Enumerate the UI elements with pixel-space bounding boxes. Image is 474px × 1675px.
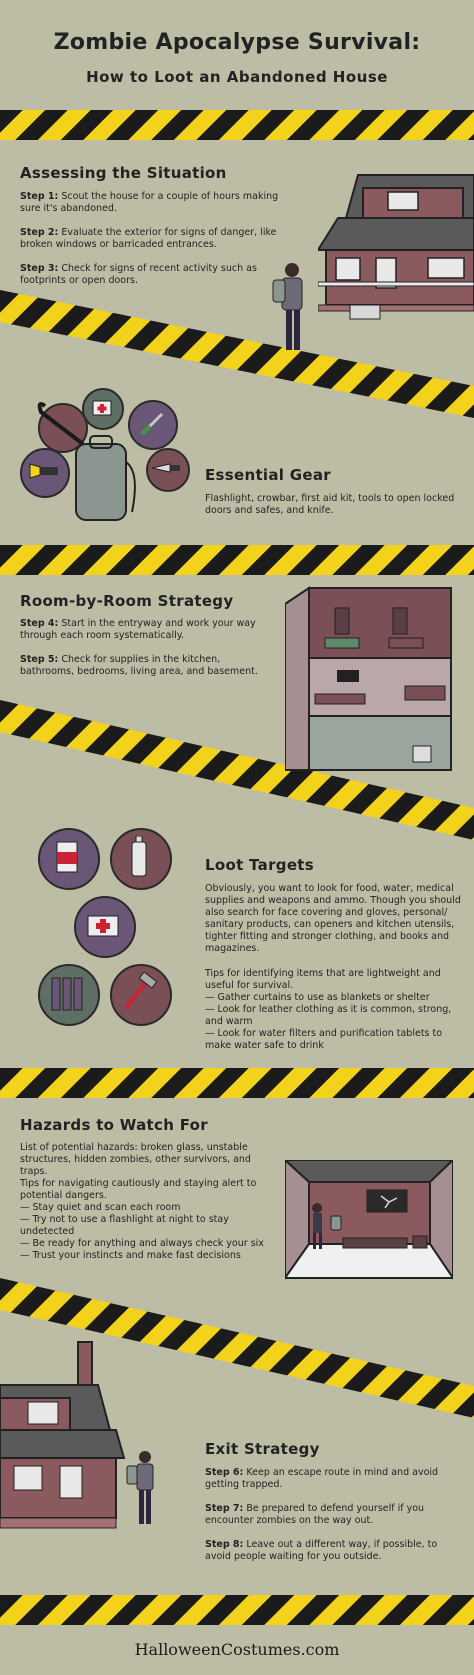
room-hazard-illustration — [285, 1160, 453, 1280]
loot-tip-1: — Gather curtains to use as blankets or shelter — [205, 992, 430, 1003]
page-subtitle: How to Loot an Abandoned House — [86, 68, 388, 86]
survivor-exit-figure — [125, 1450, 159, 1530]
loot-tips-intro: Tips for identifying items that are lightweight and useful for survival. — [205, 968, 441, 991]
loot-tip-3: — Look for water filters and purification tablets to make water safe to drink — [205, 1028, 443, 1051]
assessing-step-3: Step 3: Check for signs of recent activity such as footprints or open doors. — [20, 263, 257, 286]
rooms-step-4: Step 4: Start in the entryway and work your way through each room systematically. — [20, 618, 256, 641]
gear-heading: Essential Gear — [205, 466, 331, 484]
caution-tape-4 — [0, 1595, 474, 1625]
water-bottle-icon — [130, 836, 148, 878]
assessing-step-1: Step 1: Scout the house for a couple of hours making sure it's abandoned. — [20, 191, 279, 214]
knife-icon — [150, 460, 182, 476]
batteries-icon — [50, 974, 84, 1012]
house-cutaway-illustration — [285, 586, 453, 772]
hazards-tip-3: — Be ready for anything and always check your six — [20, 1238, 264, 1249]
exit-step-7: Step 7: Be prepared to defend yourself if you encounter zombies on the way out. — [205, 1503, 425, 1526]
caution-tape-2 — [0, 545, 474, 575]
house-illustration — [318, 170, 474, 320]
caution-tape-1 — [0, 110, 474, 140]
survivor-figure — [272, 262, 312, 357]
loot-tip-2: — Look for leather clothing as it is common, strong, and warm — [205, 1004, 452, 1027]
exit-step-6: Step 6: Keep an escape route in mind and avoid getting trapped. — [205, 1467, 439, 1490]
assessing-heading: Assessing the Situation — [20, 164, 227, 182]
loot-paragraph: Obviously, you want to look for food, water, medical supplies and weapons and ammo. Though you should also search for face covering and gloves, personal/ sanitary products, can openers and kitchen utensils, tighter fitting and stronger clothing, and books and magazines. — [205, 883, 461, 954]
gear-text: Flashlight, crowbar, first aid kit, tools to open locked doors and safes, and knife. — [205, 493, 455, 516]
hammer-icon — [118, 972, 160, 1014]
rooms-heading: Room-by-Room Strategy — [20, 592, 234, 610]
hazards-tip-1: — Stay quiet and scan each room — [20, 1202, 181, 1213]
canned-food-icon — [55, 840, 79, 874]
brand-logo[interactable]: HalloweenCostumes.com — [134, 1640, 340, 1659]
exit-step-8: Step 8: Leave out a different way, if possible, to avoid people waiting for you outside. — [205, 1539, 438, 1562]
hazards-tip-2: — Try not to use a flashlight at night to stay undetected — [20, 1214, 229, 1237]
exit-heading: Exit Strategy — [205, 1440, 320, 1458]
page-title: Zombie Apocalypse Survival: — [53, 30, 421, 55]
assessing-step-2: Step 2: Evaluate the exterior for signs of danger, like broken windows or barricaded entrances. — [20, 227, 277, 250]
screwdriver-icon — [138, 410, 166, 438]
house-exit-illustration — [0, 1340, 125, 1530]
hazards-tips-intro: Tips for navigating cautiously and staying alert to potential dangers. — [20, 1178, 257, 1201]
hazards-tip-4: — Trust your instincts and make fast decisions — [20, 1250, 241, 1261]
first-aid-icon — [92, 398, 112, 416]
medkit-icon — [86, 910, 120, 938]
rooms-step-5: Step 5: Check for supplies in the kitchen, bathrooms, bedrooms, living area, and basement. — [20, 654, 258, 677]
hazards-paragraph: List of potential hazards: broken glass, unstable structures, hidden zombies, other survivors, and traps. — [20, 1142, 251, 1177]
hazards-heading: Hazards to Watch For — [20, 1116, 208, 1134]
caution-tape-3 — [0, 1068, 474, 1098]
flashlight-icon — [28, 463, 60, 479]
loot-heading: Loot Targets — [205, 856, 314, 874]
backpack-icon — [72, 432, 142, 524]
